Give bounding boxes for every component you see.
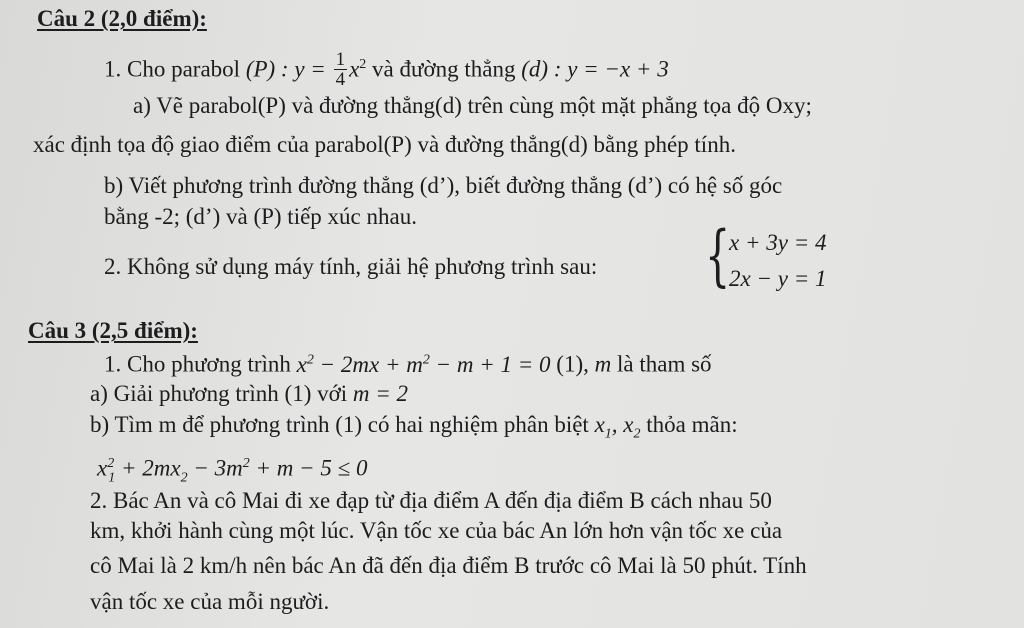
equation-system (705, 217, 845, 294)
q1-mid: và đường thẳng (366, 56, 522, 82)
sub-1: 1 (604, 426, 612, 442)
cau3-b (90, 410, 738, 450)
cau3-q2-line4: vận tốc xe của mỗi người. (90, 589, 330, 614)
fraction-numerator: 1 (335, 48, 346, 70)
line-d-equation: (d) : y = −x + 3 (521, 56, 669, 82)
cau2-b-line1: b) Viết phương trình đường thẳng (d’), biết đường thẳng (d’) có hệ số góc (104, 173, 783, 198)
eq-term-x: x (296, 351, 307, 377)
cau2-q1 (104, 50, 669, 91)
parabol-label: (P) : y = (245, 56, 332, 82)
ineq-exp-1: 2 (107, 456, 115, 471)
ineq-term-4: + m − 5 ≤ 0 (249, 455, 368, 481)
param-m: m (594, 351, 612, 377)
cau3-b-end: thỏa mãn: (640, 412, 738, 437)
sub-2: 2 (633, 426, 641, 442)
cau2-heading: Câu 2 (2,0 điểm): (37, 6, 207, 31)
cau2-b-line2: bằng -2; (d’) và (P) tiếp xúc nhau. (104, 204, 417, 229)
system-eq-1: x + 3y = 4 (729, 230, 827, 255)
system-brace: { (705, 217, 731, 294)
cau3-q2-line2: km, khởi hành cùng một lúc. Vận tốc xe của bác An lớn hơn vận tốc xe của (90, 518, 783, 543)
cau3-q1 (104, 345, 712, 380)
square-exponent: 2 (359, 57, 367, 72)
cau3-a-text: a) Giải phương trình (1) với (90, 381, 353, 406)
eq-exp-1: 2 (306, 352, 314, 367)
cau3-a-value: m = 2 (352, 381, 409, 406)
fraction-denominator: 4 (335, 68, 346, 90)
ineq-term-3: − 3m (187, 455, 243, 481)
fraction (334, 50, 348, 89)
ineq-exp-2: 2 (242, 456, 250, 471)
x-var: x (349, 56, 360, 82)
ineq-sub-2: 2 (180, 470, 188, 486)
root-x2: x (623, 412, 634, 437)
eq-exp-2: 2 (422, 352, 430, 367)
roots: $x_1$, $x_2$ (594, 412, 641, 442)
cau3-a (90, 379, 408, 409)
eq-term-end: − m + 1 = 0 (429, 351, 551, 377)
cau3-q2-line1: 2. Bác An và cô Mai đi xe đạp từ địa điểm A đến địa điểm B cách nhau 50 (90, 488, 772, 513)
system-eq-2: 2x − y = 1 (729, 266, 827, 291)
quadratic-equation (297, 352, 551, 377)
cau3-q1-end: là tham số (611, 351, 712, 377)
cau3-q1-intro: 1. Cho phương trình (104, 351, 297, 377)
cau3-q2-line3: cô Mai là 2 km/h nên bác An đã đến địa điểm B trước cô Mai là 50 phút. Tính (90, 553, 807, 578)
cau2-q2: 2. Không sử dụng máy tính, giải hệ phương trình sau: (104, 254, 598, 279)
root-x1: x (594, 412, 605, 437)
eq-term-mid: − 2mx + m (313, 351, 423, 377)
cau3-b-text: b) Tìm m để phương trình (1) có hai nghiệm phân biệt (90, 412, 595, 437)
ineq-x1: x (97, 455, 108, 481)
cau3-q1-label: (1), (550, 351, 595, 377)
cau3-heading: Câu 3 (2,5 điểm): (28, 318, 198, 343)
q1-intro: 1. Cho parabol (104, 56, 246, 82)
ineq-term-2: + 2mx (115, 455, 181, 481)
cau2-a-line2: xác định tọa độ giao điểm của parabol(P) và đường thẳng(d) bằng phép tính. (33, 132, 736, 157)
ineq-sub-1: 1 (108, 470, 116, 486)
cau2-a-line1: a) Vẽ parabol(P) và đường thẳng(d) trên cùng một mặt phẳng tọa độ Oxy; (133, 93, 812, 118)
